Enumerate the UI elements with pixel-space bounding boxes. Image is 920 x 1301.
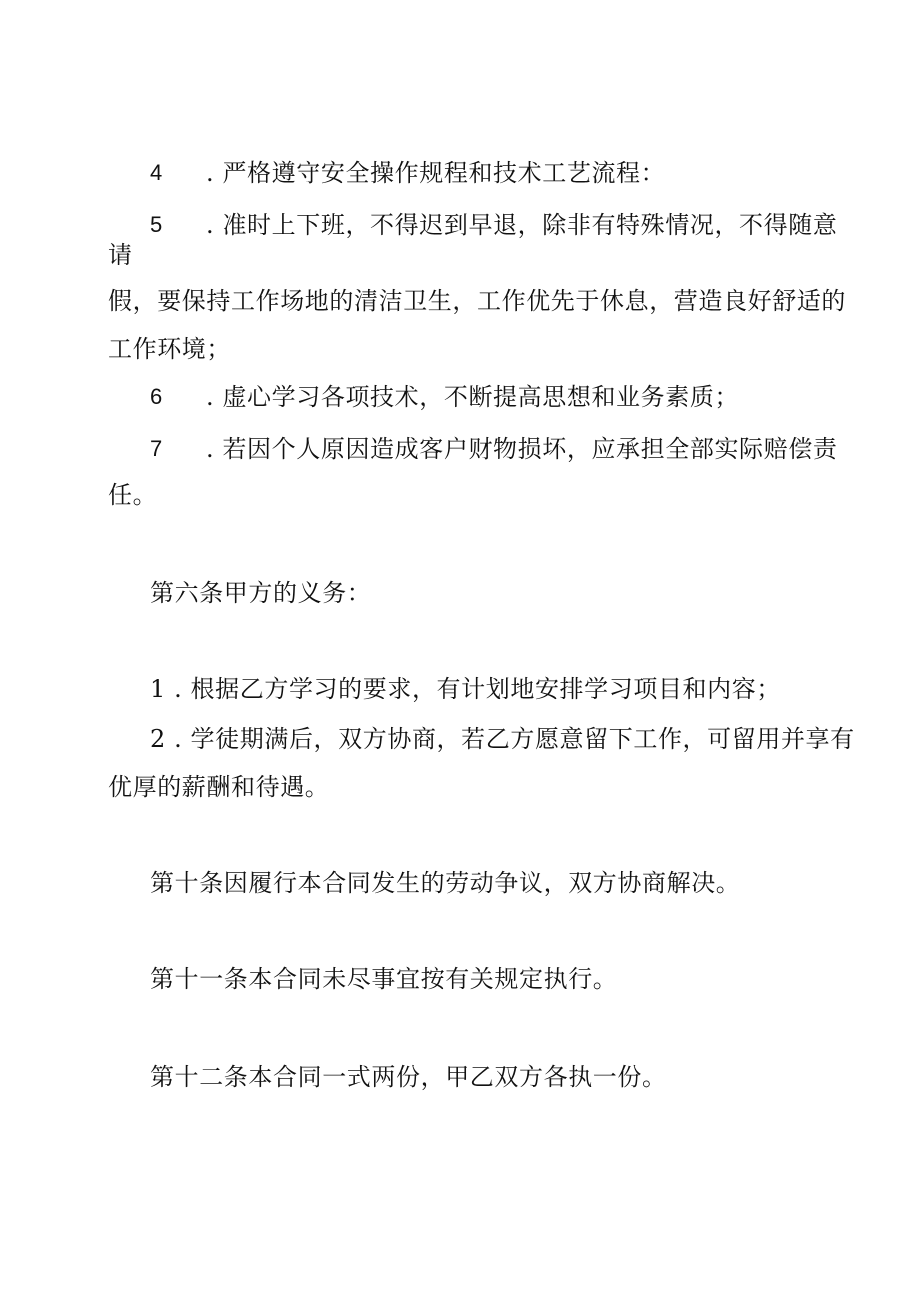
item-text: . 若因个人原因造成客户财物损坏，应承担全部实际赔偿责 <box>206 435 838 463</box>
item-7-continuation: 任。 <box>108 481 158 509</box>
item-5-continuation-3: 工作环境； <box>108 335 231 363</box>
item-number: 6 <box>150 384 163 409</box>
item-number: 7 <box>150 436 163 461</box>
article-6-heading: 第六条甲方的义务： <box>150 579 372 607</box>
item-number: 4 <box>150 160 163 185</box>
article-6-item-2-continuation: 优厚的薪酬和待遇。 <box>108 773 330 801</box>
item-text: . 准时上下班，不得迟到早退，除非有特殊情况，不得随意 <box>206 211 838 239</box>
item-text: . 虚心学习各项技术，不断提高思想和业务素质； <box>206 383 740 411</box>
article-6-item-1: 1 . 根据乙方学习的要求，有计划地安排学习项目和内容； <box>150 675 781 703</box>
article-6-item-2: 2 . 学徒期满后，双方协商，若乙方愿意留下工作，可留用并享有 <box>150 725 855 753</box>
article-10: 第十条因履行本合同发生的劳动争议，双方协商解决。 <box>150 869 741 897</box>
item-5-continuation-2: 假，要保持工作场地的清洁卫生，工作优先于休息，营造良好舒适的 <box>108 287 846 315</box>
item-number: 5 <box>150 212 163 237</box>
article-11: 第十一条本合同未尽事宜按有关规定执行。 <box>150 965 618 993</box>
article-12: 第十二条本合同一式两份，甲乙双方各执一份。 <box>150 1063 667 1091</box>
item-5-continuation-1: 请 <box>108 241 133 269</box>
item-text: . 严格遵守安全操作规程和技术工艺流程： <box>206 159 666 187</box>
